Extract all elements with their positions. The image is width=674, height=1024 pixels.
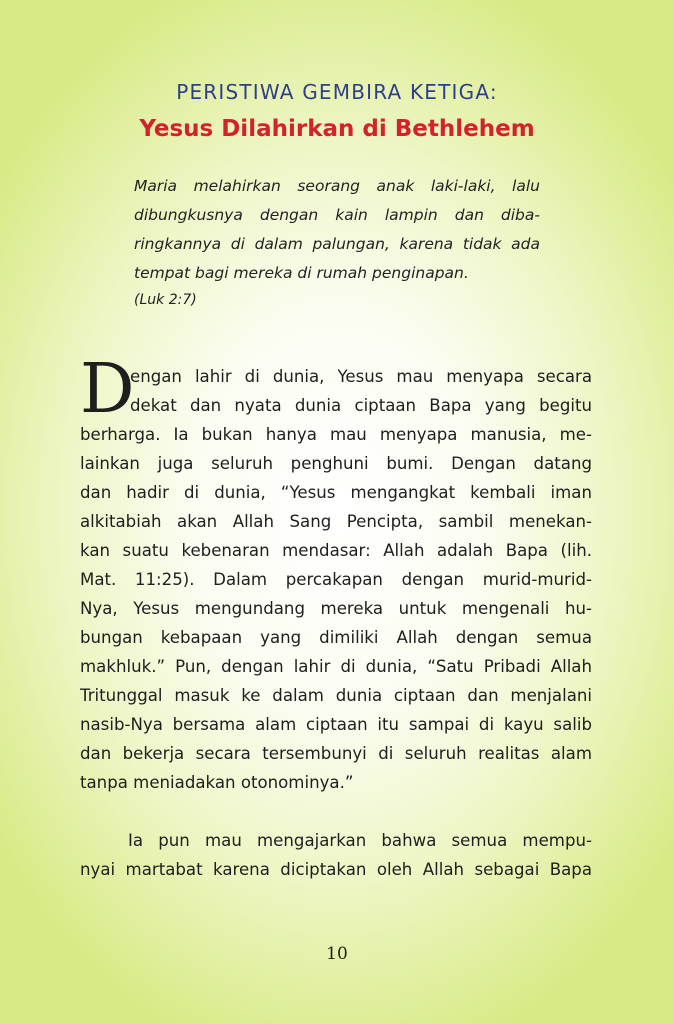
paragraph-line: Tritunggal masuk ke dalam dunia ciptaan dan menjalani <box>80 686 592 705</box>
quote-line: ringkannya di dalam palungan, karena tidak ada <box>134 235 540 253</box>
paragraph-line: Nya, Yesus mengundang mereka untuk mengenali hu- <box>80 599 592 618</box>
paragraph-line: berharga. Ia bukan hanya mau menyapa manusia, me- <box>80 425 592 444</box>
paragraph-line: Ia pun mau mengajarkan bahwa semua mempu- <box>128 831 592 850</box>
scripture-quote <box>134 172 540 259</box>
scripture-quote-last <box>134 259 540 288</box>
chapter-kicker: PERISTIWA GEMBIRA KETIGA: <box>176 80 498 104</box>
drop-cap: D <box>80 350 135 429</box>
paragraph-line: engan lahir di dunia, Yesus mau menyapa secara <box>130 367 592 386</box>
quote-line: dibungkusnya dengan kain lampin dan diba- <box>134 206 540 224</box>
paragraph-line: makhluk.” Pun, dengan lahir di dunia, “Satu Pribadi Allah <box>80 657 592 676</box>
paragraph-line: nasib-Nya bersama alam ciptaan itu sampai di kayu salib <box>80 715 592 734</box>
paragraph-line: dekat dan nyata dunia ciptaan Bapa yang begitu <box>130 396 592 415</box>
paragraph-line: alkitabiah akan Allah Sang Pencipta, sambil menekan- <box>80 512 592 531</box>
paragraph-line: Mat. 11:25). Dalam percakapan dengan murid-murid- <box>80 570 592 589</box>
quote-line: tempat bagi mereka di rumah penginapan. <box>134 264 469 282</box>
paragraph-line: nyai martabat karena diciptakan oleh Allah sebagai Bapa <box>80 860 592 879</box>
paragraph-line: lainkan juga seluruh penghuni bumi. Dengan datang <box>80 454 592 473</box>
chapter-title: Yesus Dilahirkan di Bethlehem <box>139 116 535 142</box>
paragraph-line: bungan kebapaan yang dimiliki Allah dengan semua <box>80 628 592 647</box>
paragraph-line: tanpa meniadakan otonominya.” <box>80 773 354 792</box>
paragraph-line: dan bekerja secara tersembunyi di seluruh realitas alam <box>80 744 592 763</box>
paragraph-line: kan suatu kebenaran mendasar: Allah adalah Bapa (lih. <box>80 541 592 560</box>
page-number: 10 <box>326 944 348 964</box>
paragraph-line: dan hadir di dunia, “Yesus mengangkat kembali iman <box>80 483 592 502</box>
quote-line: Maria melahirkan seorang anak laki-laki, lalu <box>134 177 540 195</box>
scripture-reference: (Luk 2:7) <box>134 292 197 308</box>
